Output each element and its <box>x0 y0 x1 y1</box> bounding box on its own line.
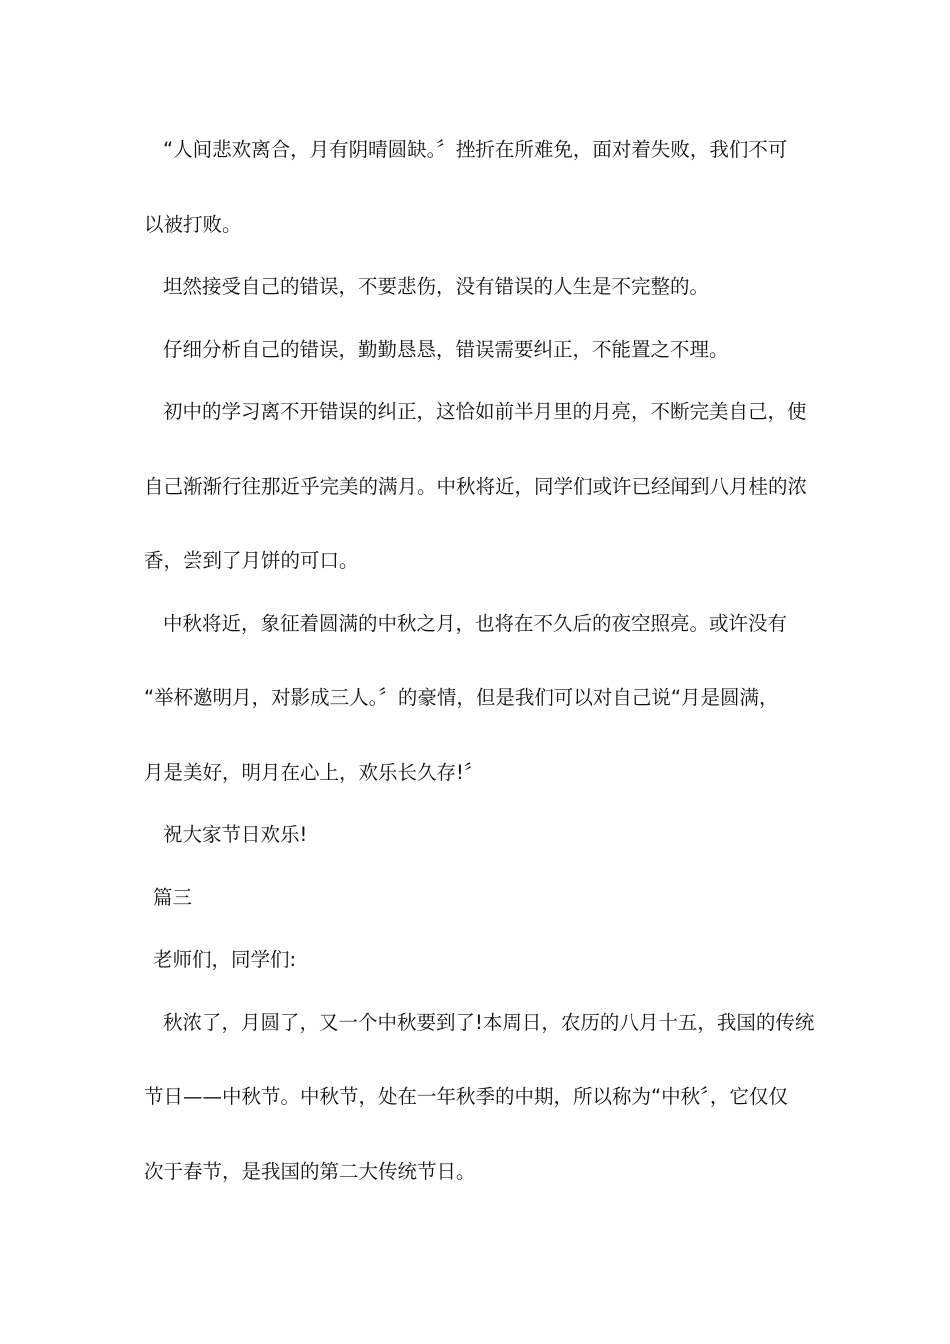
text-line: 秋浓了，月圆了，又一个中秋要到了!本周日，农历的八月十五，我国的传统 <box>163 1011 815 1034</box>
text-line: 节日——中秋节。中秋节，处在一年秋季的中期，所以称为“中秋〞，它仅仅 <box>144 1085 788 1108</box>
salutation: 老师们，同学们: <box>153 948 297 971</box>
text-line: “人间悲欢离合，月有阴晴圆缺。〞挫折在所难免，面对着失败，我们不可 <box>163 138 788 161</box>
text-line: 月是美好，明月在心上，欢乐长久存!〞 <box>144 761 484 784</box>
text-line: 初中的学习离不开错误的纠正，这恰如前半月里的月亮，不断完美自己，使 <box>163 400 807 423</box>
text-line: 仔细分析自己的错误，勤勤恳恳，错误需要纠正，不能置之不理。 <box>163 338 729 361</box>
text-line: “举杯邀明月，对影成三人。〞的豪情，但是我们可以对自己说“月是圆满， <box>144 686 779 709</box>
text-line: 香，尝到了月饼的可口。 <box>144 549 359 572</box>
text-line: 以被打败。 <box>144 213 242 236</box>
text-line: 坦然接受自己的错误，不要悲伤，没有错误的人生是不完整的。 <box>163 275 710 298</box>
text-line: 祝大家节日欢乐! <box>163 823 308 846</box>
text-line: 自己渐渐行往那近乎完美的满月。中秋将近，同学们或许已经闻到八月桂的浓 <box>144 475 808 498</box>
text-line: 次于春节，是我国的第二大传统节日。 <box>144 1160 476 1183</box>
section-heading: 篇三 <box>153 886 193 909</box>
text-line: 中秋将近，象征着圆满的中秋之月，也将在不久后的夜空照亮。或许没有 <box>163 612 788 635</box>
